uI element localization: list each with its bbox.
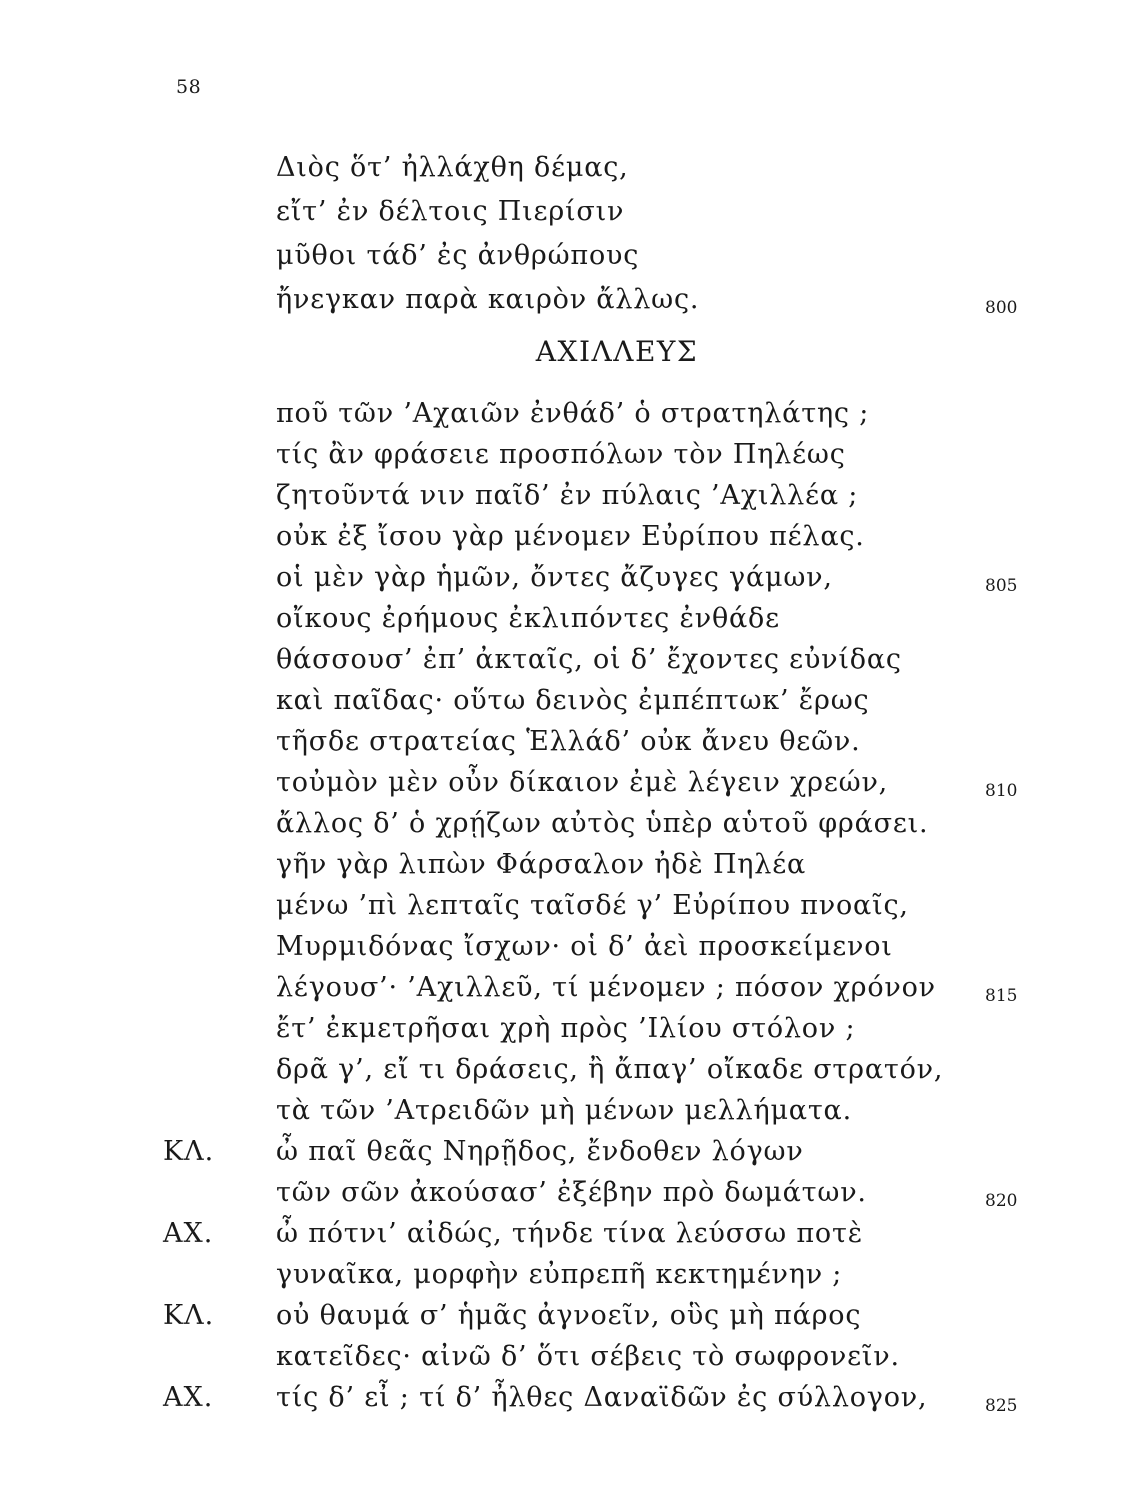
verse-text: ἤνεγκαν παρὰ καιρὸν ἄλλως.: [276, 284, 700, 315]
speaker-label: ΑΧ.: [163, 1382, 214, 1413]
verse-text: κατεῖδες· αἰνῶ δ’ ὅτι σέβεις τὸ σωφρονεῖν.: [276, 1341, 900, 1372]
verse-line: [0, 392, 1146, 436]
verse-line: [0, 190, 1146, 234]
line-number: 805: [985, 576, 1018, 596]
verse-line: [0, 761, 1146, 805]
verse-text: εἴτ’ ἐν δέλτοις Πιερίσιν: [276, 196, 625, 227]
verse-line: [0, 1130, 1146, 1174]
verse-text: τῶν σῶν ἀκούσασ’ ἐξέβην πρὸ δωμάτων.: [276, 1177, 867, 1208]
speaker-label: ΑΧ.: [163, 1218, 214, 1249]
verse-line: [0, 1171, 1146, 1215]
verse-text: οἱ μὲν γὰρ ἡμῶν, ὄντες ἄζυγες γάμων,: [276, 562, 833, 593]
verse-line: [0, 966, 1146, 1010]
verse-text: τοὐμὸν μὲν οὖν δίκαιον ἐμὲ λέγειν χρεών,: [276, 767, 889, 798]
verse-text: ὦ πότνι’ αἰδώς, τήνδε τίνα λεύσσω ποτὲ: [276, 1218, 863, 1249]
verse-line: [0, 433, 1146, 477]
speaker-heading: [0, 330, 1146, 374]
speaker-label: ΚΛ.: [163, 1300, 215, 1331]
verse-text: οἴκους ἐρήμους ἐκλιπόντες ἐνθάδε: [276, 603, 780, 634]
speaker-label: ΚΛ.: [163, 1136, 215, 1167]
verse-line: [0, 1212, 1146, 1256]
verse-text: τίς ἂν φράσειε προσπόλων τὸν Πηλέως: [276, 439, 846, 470]
line-number: 820: [985, 1191, 1018, 1211]
verse-line: [0, 597, 1146, 641]
verse-line: [0, 234, 1146, 278]
verse-text: ἔτ’ ἐκμετρῆσαι χρὴ πρὸς ’Ιλίου στόλον ;: [276, 1013, 856, 1044]
verse-text: τῆσδε στρατείας Ἑλλάδ’ οὐκ ἄνευ θεῶν.: [276, 726, 861, 757]
verse-text: δρᾶ γ’, εἴ τι δράσεις, ἢ ἄπαγ’ οἴκαδε στρατόν,: [276, 1054, 944, 1085]
verse-text: τίς δ’ εἶ ; τί δ’ ἦλθες Δαναϊδῶν ἐς σύλλογον,: [276, 1382, 928, 1413]
verse-line: [0, 1294, 1146, 1338]
verse-line: [0, 146, 1146, 190]
line-number: 810: [985, 781, 1018, 801]
verse-text: τὰ τῶν ’Ατρειδῶν μὴ μένων μελλήματα.: [276, 1095, 852, 1126]
line-number: 800: [985, 298, 1018, 318]
verse-text: γυναῖκα, μορφὴν εὐπρεπῆ κεκτημένην ;: [276, 1259, 843, 1290]
line-number: 815: [985, 986, 1018, 1006]
verse-text: Διὸς ὅτ’ ἠλλάχθη δέμας,: [276, 152, 629, 183]
verse-line: [0, 1376, 1146, 1420]
verse-line: [0, 474, 1146, 518]
verse-line: [0, 638, 1146, 682]
verse-text: γῆν γὰρ λιπὼν Φάρσαλον ἠδὲ Πηλέα: [276, 849, 807, 880]
verse-line: [0, 925, 1146, 969]
verse-text: θάσσουσ’ ἐπ’ ἀκταῖς, οἱ δ’ ἔχοντες εὐνίδας: [276, 644, 902, 675]
verse-text: οὐ θαυμά σ’ ἡμᾶς ἀγνοεῖν, οὓς μὴ πάρος: [276, 1300, 862, 1331]
verse-text: οὐκ ἐξ ἴσου γὰρ μένομεν Εὐρίπου πέλας.: [276, 521, 865, 552]
verse-text: ἄλλος δ’ ὁ χρῄζων αὐτὸς ὑπὲρ αὑτοῦ φράσει.: [276, 808, 929, 839]
verse-text: ὦ παῖ θεᾶς Νηρῇδος, ἔνδοθεν λόγων: [276, 1136, 804, 1167]
verse-line: [0, 278, 1146, 322]
verse-line: [0, 1007, 1146, 1051]
verse-line: [0, 843, 1146, 887]
verse-line: [0, 1089, 1146, 1133]
speaker-heading-text: ΑΧΙΛΛΕΥΣ: [535, 335, 699, 368]
verse-line: [0, 1335, 1146, 1379]
verse-line: [0, 720, 1146, 764]
verse-text: ζητοῦντά νιν παῖδ’ ἐν πύλαις ’Αχιλλέα ;: [276, 480, 859, 511]
verse-line: [0, 884, 1146, 928]
verse-text: ποῦ τῶν ’Αχαιῶν ἐνθάδ’ ὁ στρατηλάτης ;: [276, 398, 870, 429]
verse-line: [0, 556, 1146, 600]
verse-text: μένω ’πὶ λεπταῖς ταῖσδέ γ’ Εὐρίπου πνοαῖς,: [276, 890, 909, 921]
verse-text: λέγουσ’· ’Αχιλλεῦ, τί μένομεν ; πόσον χρόνον: [276, 972, 936, 1003]
verse-line: [0, 515, 1146, 559]
verse-text: καὶ παῖδας· οὕτω δεινὸς ἐμπέπτωκ’ ἔρως: [276, 685, 870, 716]
verse-text: Μυρμιδόνας ἴσχων· οἱ δ’ ἀεὶ προσκείμενοι: [276, 931, 893, 962]
verse-line: [0, 802, 1146, 846]
verse-line: [0, 1253, 1146, 1297]
verse-line: [0, 1048, 1146, 1092]
page-number: 58: [176, 76, 202, 98]
verse-text: μῦθοι τάδ’ ἐς ἀνθρώπους: [276, 240, 640, 271]
verse-line: [0, 679, 1146, 723]
line-number: 825: [985, 1396, 1018, 1416]
